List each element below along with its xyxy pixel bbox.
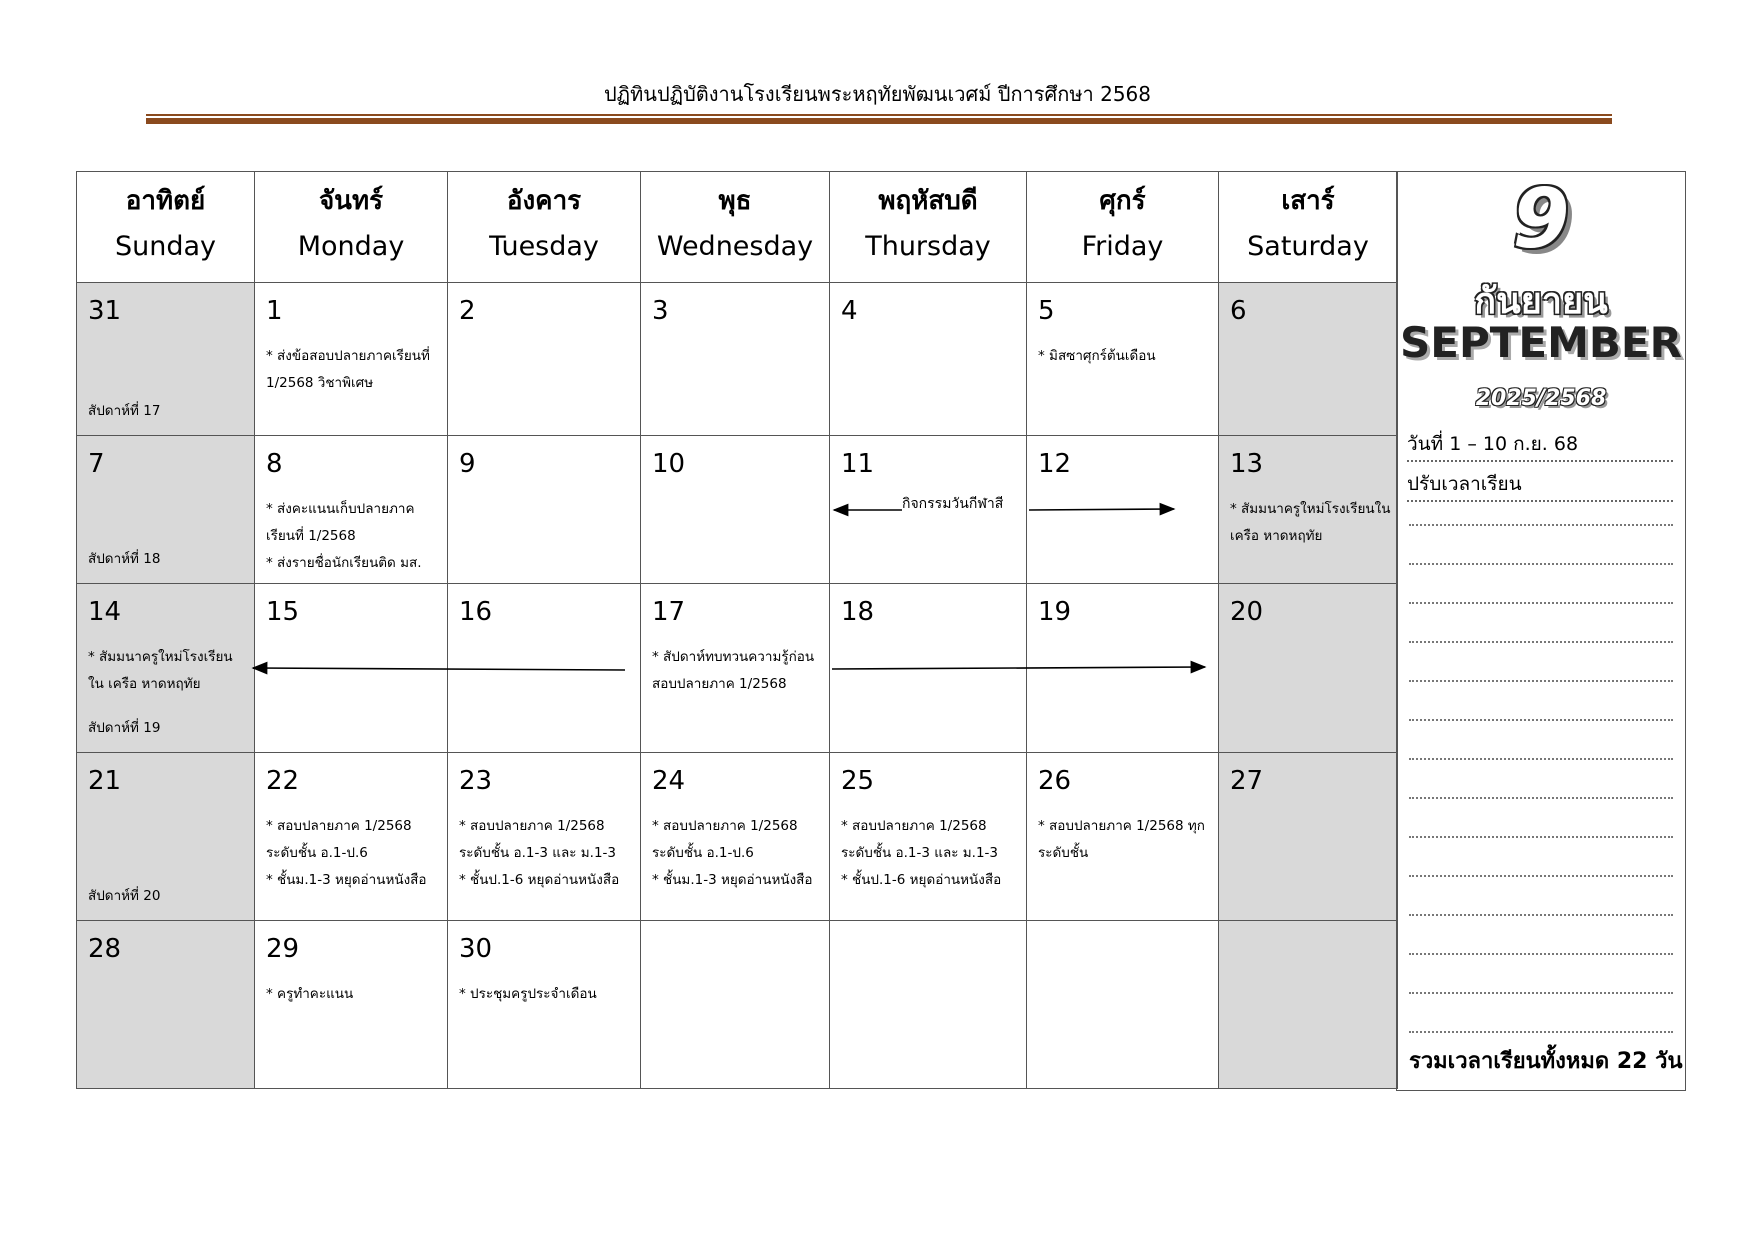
month-year: 2025/2568 bbox=[1475, 386, 1607, 411]
day-number: 29 bbox=[266, 934, 300, 964]
day-cell bbox=[77, 283, 255, 436]
day-cell bbox=[1219, 753, 1398, 921]
day-cell bbox=[641, 283, 830, 436]
dotted-line bbox=[1409, 563, 1673, 565]
day-events: * ประชุมครูประจำเดือน bbox=[459, 986, 597, 1002]
day-number: 14 bbox=[88, 597, 122, 627]
schedule-note-adjust: ปรับเวลาเรียน bbox=[1407, 469, 1673, 502]
day-cell bbox=[830, 584, 1027, 753]
day-events: * สอบปลายภาค 1/2568 ระดับชั้น อ.1-3 และ ม.1-3 * ชั้นป.1-6 หยุดอ่านหนังสือ bbox=[841, 818, 1002, 888]
day-cell bbox=[77, 921, 255, 1089]
dotted-line bbox=[1409, 914, 1673, 916]
day-number: 4 bbox=[841, 296, 858, 326]
dotted-line bbox=[1409, 641, 1673, 643]
header-thursday: พฤหัสบดี Thursday bbox=[830, 172, 1027, 283]
day-events: * สอบปลายภาค 1/2568 ระดับชั้น อ.1-ป.6 * ชั้นม.1-3 หยุดอ่านหนังสือ bbox=[266, 818, 427, 888]
day-cell bbox=[77, 584, 255, 753]
week-row-5 bbox=[77, 921, 1398, 1089]
day-number: 28 bbox=[88, 934, 122, 964]
day-events: * สอบปลายภาค 1/2568 ระดับชั้น อ.1-3 และ ม.1-3 * ชั้นป.1-6 หยุดอ่านหนังสือ bbox=[459, 818, 620, 888]
day-cell bbox=[1027, 436, 1219, 584]
day-cell bbox=[1027, 584, 1219, 753]
day-events: * สัมมนาครูใหม่โรงเรียนใน เครือ หาดหฤทัย bbox=[1230, 501, 1391, 544]
week-row-3 bbox=[77, 584, 1398, 753]
day-cell bbox=[830, 753, 1027, 921]
day-number: 25 bbox=[841, 766, 875, 796]
day-cell bbox=[448, 921, 641, 1089]
sports-day-label: กิจกรรมวันกีฬาสี bbox=[898, 493, 1007, 515]
day-events: * ส่งคะแนนเก็บปลายภาค เรียนที่ 1/2568 * ส่งรายชื่อนักเรียนติด มส. bbox=[266, 501, 422, 571]
month-name-thai: กันยายน bbox=[1474, 281, 1608, 322]
day-number: 30 bbox=[459, 934, 493, 964]
week-label: สัปดาห์ที่ 19 bbox=[88, 720, 161, 736]
dotted-line bbox=[1409, 992, 1673, 994]
day-number: 16 bbox=[459, 597, 493, 627]
day-events: * มิสซาศุกร์ต้นเดือน bbox=[1038, 348, 1156, 364]
week-label: สัปดาห์ที่ 20 bbox=[88, 888, 161, 904]
dotted-line bbox=[1409, 758, 1673, 760]
header-row bbox=[77, 172, 1398, 283]
day-cell bbox=[255, 753, 448, 921]
day-cell bbox=[1219, 283, 1398, 436]
day-events: * ครูทำคะแนน bbox=[266, 986, 354, 1002]
day-number: 13 bbox=[1230, 449, 1264, 479]
day-cell bbox=[448, 436, 641, 584]
day-cell bbox=[448, 753, 641, 921]
day-cell bbox=[830, 921, 1027, 1089]
schedule-note-dates: วันที่ 1 – 10 ก.ย. 68 bbox=[1407, 429, 1673, 462]
day-number: 17 bbox=[652, 597, 686, 627]
day-cell bbox=[641, 921, 830, 1089]
day-cell bbox=[1027, 283, 1219, 436]
header-sunday: อาทิตย์ Sunday bbox=[77, 172, 255, 283]
day-cell bbox=[1219, 584, 1398, 753]
header-saturday: เสาร์ Saturday bbox=[1219, 172, 1398, 283]
day-cell bbox=[255, 283, 448, 436]
day-number: 18 bbox=[841, 597, 875, 627]
month-name-english: SEPTEMBER bbox=[1400, 318, 1682, 367]
day-number: 5 bbox=[1038, 296, 1055, 326]
day-cell bbox=[448, 584, 641, 753]
day-number: 24 bbox=[652, 766, 686, 796]
dotted-line bbox=[1409, 953, 1673, 955]
day-cell bbox=[1219, 921, 1398, 1089]
calendar-grid bbox=[76, 171, 1398, 1089]
dotted-line bbox=[1409, 719, 1673, 721]
day-number: 31 bbox=[88, 296, 122, 326]
week-row-4 bbox=[77, 753, 1398, 921]
header-friday: ศุกร์ Friday bbox=[1027, 172, 1219, 283]
month-number: 9 bbox=[1512, 172, 1570, 267]
dotted-line bbox=[1409, 602, 1673, 604]
day-cell bbox=[255, 584, 448, 753]
day-cell bbox=[641, 584, 830, 753]
day-events: * สอบปลายภาค 1/2568 ทุกระดับชั้น bbox=[1038, 818, 1205, 861]
dotted-line bbox=[1409, 797, 1673, 799]
title-rule-thin bbox=[146, 114, 1612, 116]
day-cell bbox=[1027, 921, 1219, 1089]
day-number: 3 bbox=[652, 296, 669, 326]
header-tuesday: อังคาร Tuesday bbox=[448, 172, 641, 283]
week-row-2 bbox=[77, 436, 1398, 584]
day-events: * สัมมนาครูใหม่โรงเรียนใน เครือ หาดหฤทัย bbox=[88, 649, 233, 692]
page-title: ปฏิทินปฏิบัติงานโรงเรียนพระหฤทัยพัฒนเวศม์ ปีการศึกษา 2568 bbox=[603, 82, 1151, 106]
week-row-1 bbox=[77, 283, 1398, 436]
day-number: 15 bbox=[266, 597, 300, 627]
day-number: 22 bbox=[266, 766, 300, 796]
day-number: 2 bbox=[459, 296, 476, 326]
header-wednesday: พุธ Wednesday bbox=[641, 172, 830, 283]
title-rule-thick bbox=[146, 118, 1612, 124]
day-number: 10 bbox=[652, 449, 686, 479]
day-cell bbox=[830, 283, 1027, 436]
header-monday: จันทร์ Monday bbox=[255, 172, 448, 283]
day-number: 7 bbox=[88, 449, 105, 479]
day-cell bbox=[448, 283, 641, 436]
day-number: 27 bbox=[1230, 766, 1264, 796]
day-number: 23 bbox=[459, 766, 493, 796]
day-cell bbox=[77, 436, 255, 584]
day-number: 6 bbox=[1230, 296, 1247, 326]
day-cell bbox=[1027, 753, 1219, 921]
day-events: * สอบปลายภาค 1/2568 ระดับชั้น อ.1-ป.6 * ชั้นม.1-3 หยุดอ่านหนังสือ bbox=[652, 818, 813, 888]
total-school-days: รวมเวลาเรียนทั้งหมด 22 วัน bbox=[1409, 1049, 1683, 1074]
day-number: 1 bbox=[266, 296, 283, 326]
day-cell bbox=[641, 436, 830, 584]
dotted-line bbox=[1409, 524, 1673, 526]
day-number: 9 bbox=[459, 449, 476, 479]
dotted-line bbox=[1409, 875, 1673, 877]
week-label: สัปดาห์ที่ 17 bbox=[88, 403, 161, 419]
day-events: * สัปดาห์ทบทวนความรู้ก่อน สอบปลายภาค 1/2568 bbox=[652, 649, 815, 692]
day-number: 19 bbox=[1038, 597, 1072, 627]
day-number: 12 bbox=[1038, 449, 1072, 479]
day-cell bbox=[830, 436, 1027, 584]
day-number: 8 bbox=[266, 449, 283, 479]
day-number: 26 bbox=[1038, 766, 1072, 796]
day-cell bbox=[255, 436, 448, 584]
dotted-line bbox=[1409, 680, 1673, 682]
day-number: 11 bbox=[841, 449, 875, 479]
week-label: สัปดาห์ที่ 18 bbox=[88, 551, 161, 567]
dotted-line bbox=[1409, 836, 1673, 838]
day-cell bbox=[641, 753, 830, 921]
day-number: 20 bbox=[1230, 597, 1264, 627]
day-events: * ส่งข้อสอบปลายภาคเรียนที่ 1/2568 วิชาพิเศษ bbox=[266, 348, 430, 391]
month-side-panel bbox=[1396, 171, 1686, 1091]
day-number: 21 bbox=[88, 766, 122, 796]
dotted-line bbox=[1409, 1031, 1673, 1033]
day-cell bbox=[255, 921, 448, 1089]
day-cell bbox=[77, 753, 255, 921]
day-cell bbox=[1219, 436, 1398, 584]
